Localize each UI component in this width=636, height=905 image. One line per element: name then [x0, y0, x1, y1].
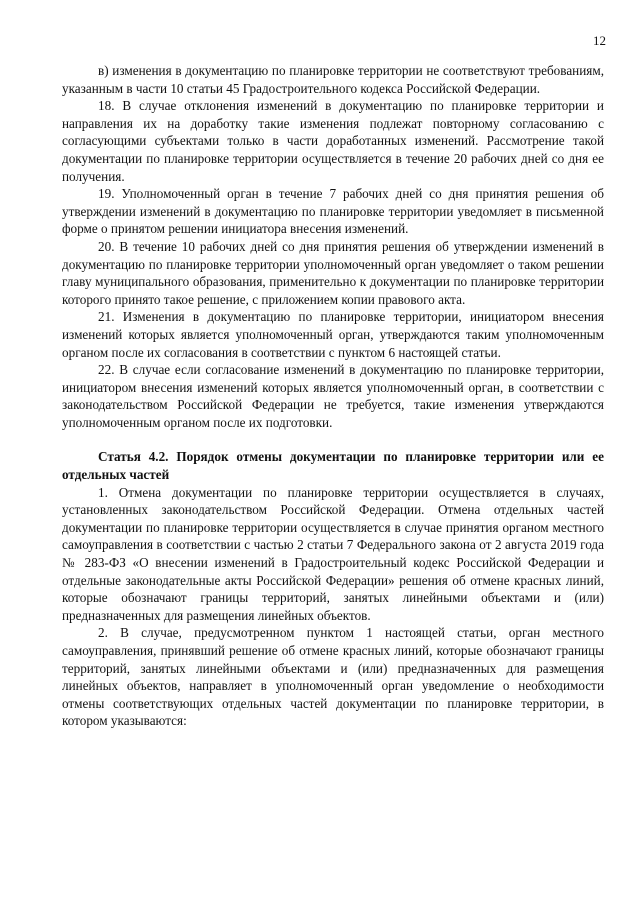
article-heading: Статья 4.2. Порядок отмены документации по планировке территории или ее отдельных частей [62, 449, 604, 483]
page-number: 12 [593, 33, 606, 48]
article-paragraph-1: 1. Отмена документации по планировке территории осуществляется в случаях, установленных законодательством Российской Федерации. Отмена отдельных частей документации по планировке территории осуществляется в случае принятия органом местного самоуправления в соответствии с частью 2 статьи 7 Федерального закона от 2 августа 2019 года № 283-ФЗ «О внесении изменений в Градостроительный кодекс Российской Федерации и отдельные законодательные акты Российской Федерации» решения об отмене красных линий, которые обозначают границы территорий, занятых линейными объектами и (или) предназначенных для размещения линейных объектов. [62, 484, 604, 623]
paragraph-18: 18. В случае отклонения изменений в документацию по планировке территории и направления их на доработку такие изменения подлежат повторному согласованию с согласующими субъектами только в части доработанных изменений. Рассмотрение такой документации по планировке территории осуществляется в течение 20 рабочих дней со дня ее получения. [62, 98, 604, 184]
article-paragraph-2: 2. В случае, предусмотренном пунктом 1 настоящей статьи, орган местного самоуправления, принявший решение об отмене красных линий, которые обозначают границы территорий, занятых линейными объектами и (или) предназначенных для размещения линейных объектов, направляет в уполномоченный орган уведомление о необходимости отмены соответствующих отдельных частей документации по планировке территории, в котором указываются: [62, 625, 604, 729]
document-body [62, 62, 604, 730]
section-spacer [62, 431, 604, 448]
paragraph-22: 22. В случае если согласование изменений в документацию по планировке территории, инициатором внесения изменений которых является уполномоченный орган, в соответствии с законодательством Российской Федерации не требуется, такие изменения утверждаются уполномоченным органом после их подготовки. [62, 362, 604, 430]
paragraph-19: 19. Уполномоченный орган в течение 7 рабочих дней со дня принятия решения об утверждении изменений в документацию по планировке территории уведомляет в письменной форме о принятом решении инициатора внесения изменений. [62, 186, 604, 237]
paragraph-21: 21. Изменения в документацию по планировке территории, инициатором внесения изменений которых является уполномоченный орган, утверждаются таким уполномоченным органом после их согласования в соответствии с пунктом 6 настоящей статьи. [62, 309, 604, 360]
paragraph-20: 20. В течение 10 рабочих дней со дня принятия решения об утверждении изменений в документацию по планировке территории уполномоченный орган уведомляет о таком решении главу муниципального образования, применительно к документации по планировке территории которого принято такое решение, с приложением копии правового акта. [62, 238, 604, 307]
paragraph-item-v: в) изменения в документацию по планировке территории не соответствуют требованиям, указанным в части 10 статьи 45 Градостроительного кодекса Российской Федерации. [62, 63, 604, 96]
